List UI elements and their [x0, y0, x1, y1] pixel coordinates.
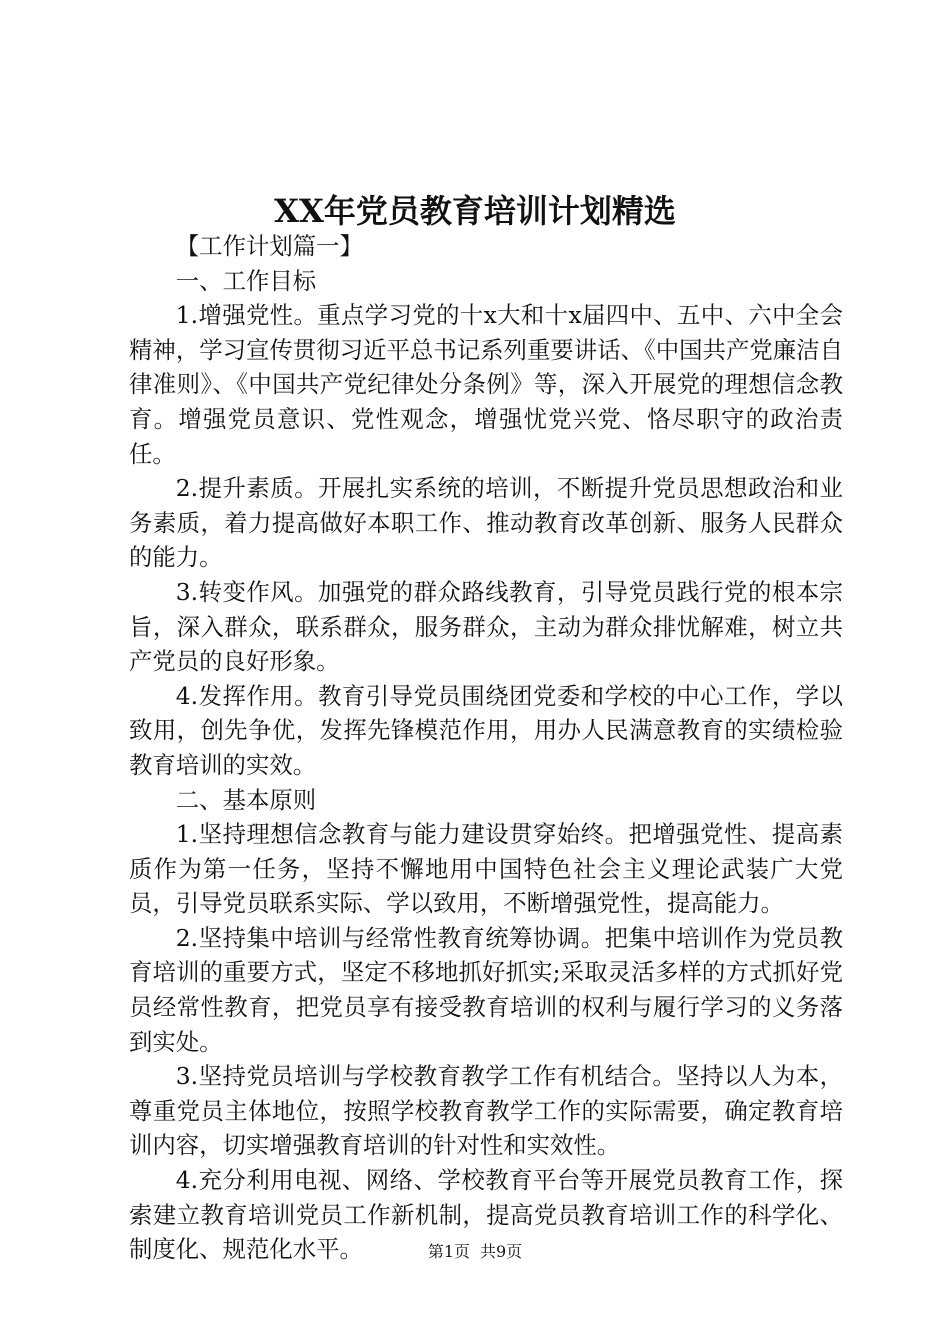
- paragraph-goal-3: 3.转变作风。加强党的群众路线教育，引导党员践行党的根本宗旨，深入群众，联系群众，服务群众，主动为群众排忧解难，树立共产党员的良好形象。: [129, 577, 843, 676]
- section-heading-goals: 一、工作目标: [175, 266, 317, 295]
- paragraph-principle-3: 3.坚持党员培训与学校教育教学工作有机结合。坚持以人为本，尊重党员主体地位，按照学校教育教学工作的实际需要，确定教育培训内容，切实增强教育培训的针对性和实效性。: [129, 1062, 843, 1160]
- document-title: XX年党员教育培训计划精选: [274, 192, 676, 230]
- paragraph-principle-2: 2.坚持集中培训与经常性教育统筹协调。把集中培训作为党员教育培训的重要方式，坚定不移地抓好抓实;采取灵活多样的方式抓好党员经常性教育，把党员享有接受教育培训的权利与履行学习的义务落到实处。: [129, 923, 843, 1056]
- section-heading-plan-one: 【工作计划篇一】: [175, 232, 363, 260]
- paragraph-goal-4: 4.发挥作用。教育引导党员围绕团党委和学校的中心工作，学以致用，创先争优，发挥先锋模范作用，用办人民满意教育的实绩检验教育培训的实效。: [129, 681, 843, 779]
- paragraph-principle-4: 4.充分利用电视、网络、学校教育平台等开展党员教育工作，探索建立教育培训党员工作新机制，提高党员教育培训工作的科学化、制度化、规范化水平。: [129, 1166, 843, 1264]
- page-footer: [0, 1240, 950, 1264]
- paragraph-principle-1: 1.坚持理想信念教育与能力建设贯穿始终。把增强党性、提高素质作为第一任务，坚持不懈地用中国特色社会主义理论武装广大党员，引导党员联系实际、学以致用，不断增强党性，提高能力。: [129, 820, 843, 918]
- paragraph-goal-1: 1.增强党性。重点学习党的十x大和十x届四中、五中、六中全会精神，学习宣传贯彻习近平总书记系列重要讲话、《中国共产党廉洁自律准则》、《中国共产党纪律处分条例》等，深入开展党的理想信念教育。增强党员意识、党性观念，增强忧党兴党、恪尽职守的政治责任。: [129, 301, 843, 468]
- paragraph-goal-2: 2.提升素质。开展扎实系统的培训，不断提升党员思想政治和业务素质，着力提高做好本职工作、推动教育改革创新、服务人民群众的能力。: [129, 474, 843, 572]
- page-number-total: 共9页: [480, 1242, 523, 1261]
- section-heading-principles: 二、基本原则: [175, 785, 317, 814]
- document-body: [129, 229, 843, 1267]
- page-number-current: 第1页: [427, 1242, 470, 1261]
